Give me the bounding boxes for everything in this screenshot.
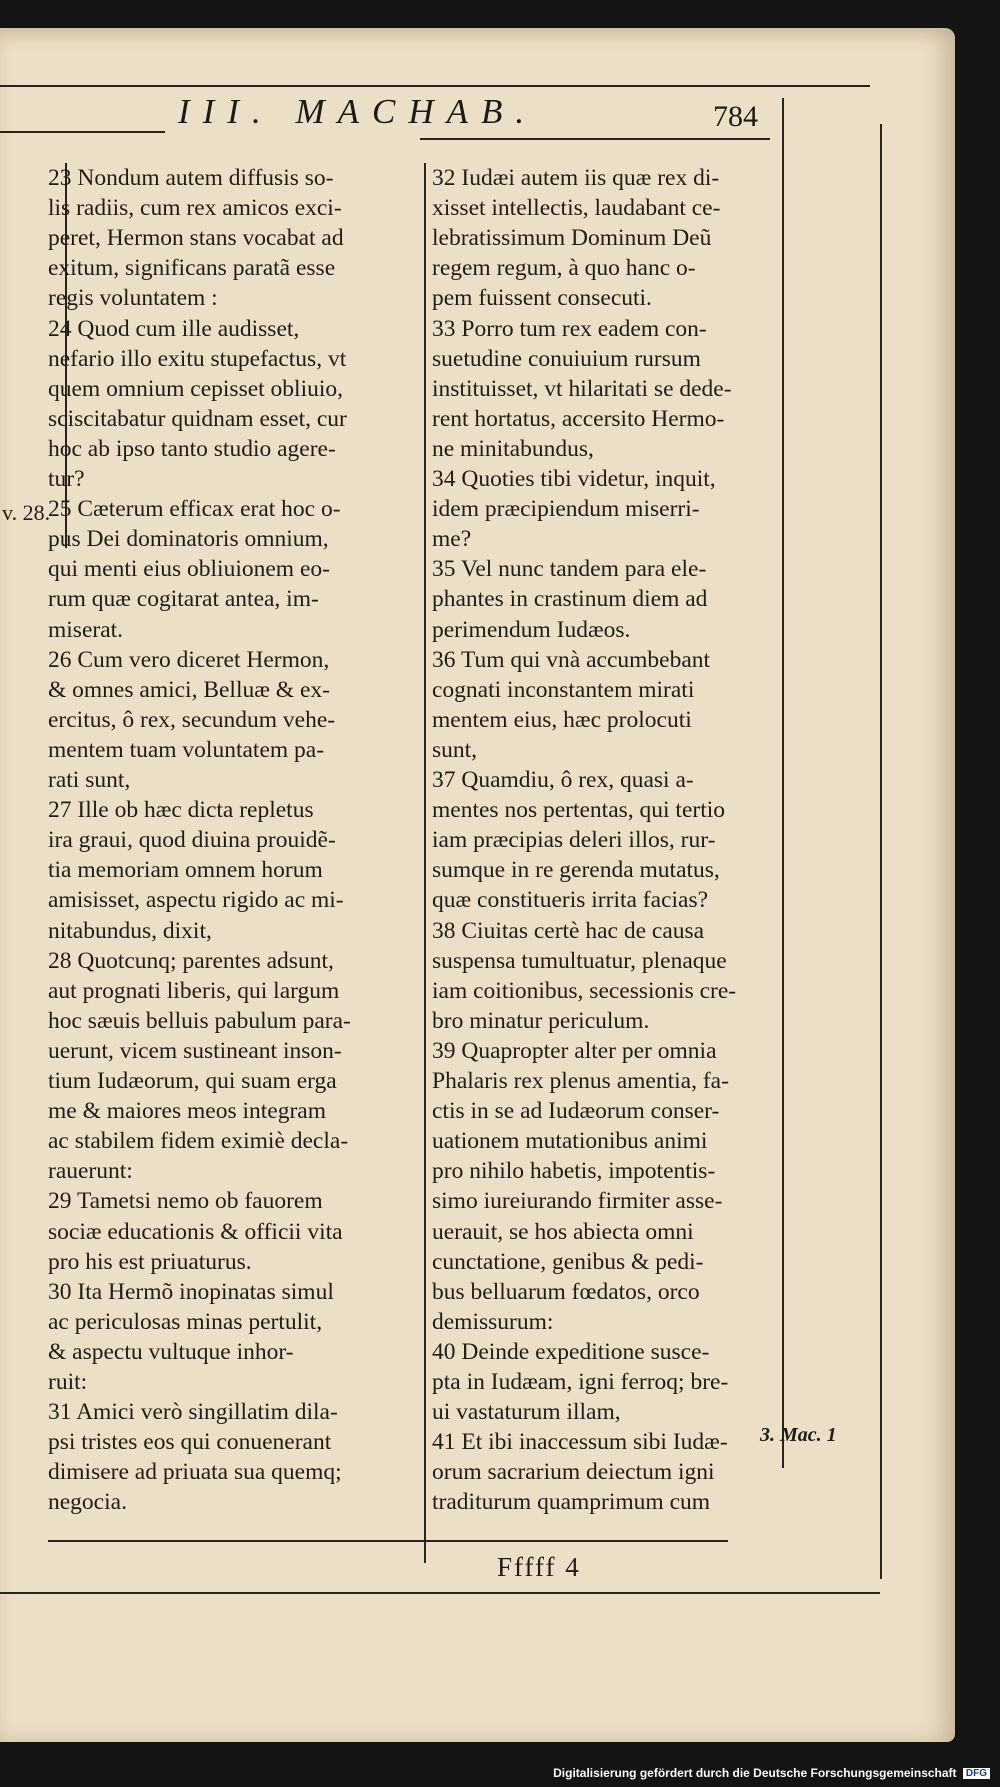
left-column-line: rati sunt, <box>48 767 131 793</box>
left-column-line: miserat. <box>48 616 124 643</box>
left-column-line: ira graui, quod diuina prouidẽ- <box>48 827 336 854</box>
left-column-line: 30 Ita Hermõ inopinatas simul <box>48 1278 334 1305</box>
left-column-line: negocia. <box>48 1489 127 1516</box>
left-column-line: exitum, significans paratã esse <box>48 255 336 282</box>
right-column-line: 35 Vel nunc tandem para ele- <box>432 556 707 583</box>
left-column-line: ruit: <box>48 1369 88 1395</box>
left-column-line: rum quæ cogitarat antea, im- <box>48 586 319 613</box>
left-column-line: 23 Nondum autem diffusis so- <box>48 165 334 191</box>
digitization-credit <box>553 1766 990 1780</box>
right-column-line: Phalaris rex plenus amentia, fa- <box>432 1068 729 1094</box>
left-column-line: ac stabilem fidem eximiè decla- <box>48 1128 349 1155</box>
header-underline-rule <box>420 138 770 140</box>
left-column-line: hoc sæuis belluis pabulum para- <box>48 1007 351 1034</box>
left-column-line: tia memoriam omnem horum <box>48 857 323 884</box>
left-column-line: uerunt, vicem sustineant inson- <box>48 1037 342 1064</box>
left-column-line: peret, Hermon stans vocabat ad <box>48 225 344 252</box>
right-column-line: ui vastaturum illam, <box>432 1399 621 1426</box>
right-column-line: iam præcipias deleri illos, rur- <box>432 827 716 854</box>
left-column-line: lis radiis, cum rex amicos exci- <box>48 195 342 222</box>
right-column-line: mentem eius, hæc prolocuti <box>432 706 692 733</box>
right-frame-line <box>782 98 784 1468</box>
right-column-line: ne minitabundus, <box>432 435 594 462</box>
right-column-line: perimendum Iudæos. <box>432 616 631 643</box>
right-column-line: 41 Et ibi inaccessum sibi Iudæ- <box>432 1429 728 1456</box>
left-column-line: tur? <box>48 466 85 492</box>
left-column-line: 25 Cæterum efficax erat hoc o- <box>48 496 341 523</box>
left-column-line: rauerunt: <box>48 1158 133 1185</box>
right-column-line: mentes nos pertentas, qui tertio <box>432 797 726 824</box>
bottom-rule <box>0 1592 880 1594</box>
left-column-line: tium Iudæorum, qui suam erga <box>48 1068 337 1094</box>
right-column-line: quæ constitueris irrita facias? <box>432 887 709 914</box>
left-column-line: ercitus, ô rex, secundum vehe- <box>48 706 336 733</box>
right-column-line: traditurum quamprimum cum <box>432 1489 711 1516</box>
page-number: 784 <box>713 100 758 133</box>
right-column-line: 37 Quamdiu, ô rex, quasi a- <box>432 767 694 793</box>
right-column-line: ctis in se ad Iudæorum conser- <box>432 1098 720 1125</box>
right-column-line: pem fuissent consecuti. <box>432 285 652 312</box>
left-column-line: 24 Quod cum ille audisset, <box>48 315 300 342</box>
right-column-line: 40 Deinde expeditione susce- <box>432 1338 710 1365</box>
left-column-line: mentem tuam voluntatem pa- <box>48 736 325 763</box>
credit-text: Digitalisierung gefördert durch die Deutsche Forschungsgemeinschaft <box>553 1766 957 1780</box>
right-column-line: suspensa tumultuatur, plenaque <box>432 947 727 974</box>
left-column-line: nefario illo exitu stupefactus, vt <box>48 345 347 372</box>
right-column-line: 34 Quoties tibi videtur, inquit, <box>432 466 716 492</box>
right-column-line: cunctatione, genibus & pedi- <box>432 1248 704 1275</box>
column-divider <box>424 163 426 1563</box>
right-column-line: bus belluarum fœdatos, orco <box>432 1278 700 1305</box>
left-column-line: hoc ab ipso tanto studio agere- <box>48 435 336 462</box>
left-column-line: & aspectu vultuque inhor- <box>48 1338 294 1365</box>
left-column-line: 31 Amici verò singillatim dila- <box>48 1399 338 1426</box>
left-column-line: sociæ educationis & officii vita <box>48 1218 343 1245</box>
header-left-rule <box>0 131 165 133</box>
right-column-line: idem præcipiendum miserri- <box>432 496 700 523</box>
right-column-line: simo iureiurando firmiter asse- <box>432 1188 723 1215</box>
left-column-line: qui menti eius obliuionem eo- <box>48 556 330 583</box>
left-column-line: 26 Cum vero diceret Hermon, <box>48 646 330 673</box>
margin-verse-note: v. 28. <box>2 500 51 525</box>
right-column-line: uationem mutationibus animi <box>432 1128 708 1155</box>
right-column-line: me? <box>432 526 472 553</box>
right-column-line: 33 Porro tum rex eadem con- <box>432 315 707 342</box>
dfg-logo: DFG <box>963 1768 990 1779</box>
right-column-line: 32 Iudæi autem iis quæ rex di- <box>432 165 720 191</box>
left-column-line: amisisset, aspectu rigido ac mi- <box>48 887 344 914</box>
left-column-line: 29 Tametsi nemo ob fauorem <box>48 1188 323 1215</box>
margin-crossref-note: 3. Mac. 1 <box>760 1424 837 1446</box>
right-column-line: xisset intellectis, laudabant ce- <box>432 195 721 222</box>
left-column-line: dimisere ad priuata sua quemq; <box>48 1459 342 1486</box>
bottom-text-rule <box>48 1540 728 1542</box>
right-column-line: regem regum, à quo hanc o- <box>432 255 696 282</box>
right-column-line: rent hortatus, accersito Hermo- <box>432 405 725 432</box>
right-column-line: bro minatur periculum. <box>432 1007 650 1034</box>
right-column-line: pro nihilo habetis, impotentis- <box>432 1158 716 1185</box>
left-column-line: pro his est priuaturus. <box>48 1248 252 1275</box>
left-column-line: 27 Ille ob hæc dicta repletus <box>48 797 314 824</box>
left-column-line: aut prognati liberis, qui largum <box>48 977 340 1004</box>
right-column-line: uerauit, se hos abiecta omni <box>432 1218 694 1245</box>
left-column-line: nitabundus, dixit, <box>48 917 212 944</box>
right-column-line: sunt, <box>432 736 478 763</box>
outer-right-frame-line <box>880 124 882 1579</box>
right-column-line: cognati inconstantem mirati <box>432 676 695 703</box>
printer-signature-mark: Fffff 4 <box>497 1552 581 1582</box>
left-column-line: psi tristes eos qui conuenerant <box>48 1429 332 1456</box>
left-column-line: regis voluntatem : <box>48 285 218 312</box>
running-head-title: III. MACHAB. <box>178 92 538 131</box>
right-column-line: phantes in crastinum diem ad <box>432 586 708 613</box>
left-column-line: 28 Quotcunq; parentes adsunt, <box>48 947 334 974</box>
right-column-line: 39 Quapropter alter per omnia <box>432 1037 717 1064</box>
left-column-line: quem omnium cepisset obliuio, <box>48 375 344 402</box>
right-column-line: orum sacrarium deiectum igni <box>432 1459 715 1486</box>
left-column-line: & omnes amici, Belluæ & ex- <box>48 676 330 703</box>
right-column-line: 36 Tum qui vnà accumbebant <box>432 646 711 673</box>
right-column-line: demissurum: <box>432 1308 554 1335</box>
left-column-line: pus Dei dominatoris omnium, <box>48 526 329 553</box>
top-rule <box>0 85 870 87</box>
right-column-line: pta in Iudæam, igni ferroq; bre- <box>432 1369 729 1395</box>
right-column-line: lebratissimum Dominum Deũ <box>432 225 712 252</box>
left-column-line: ac periculosas minas pertulit, <box>48 1308 323 1335</box>
right-column-line: instituisset, vt hilaritati se dede- <box>432 375 732 402</box>
right-column-line: suetudine conuiuium rursum <box>432 345 701 372</box>
right-column-line: iam coitionibus, secessionis cre- <box>432 977 737 1004</box>
left-column-line: sciscitabatur quidnam esset, cur <box>48 405 347 432</box>
right-column-line: sumque in re gerenda mutatus, <box>432 857 720 884</box>
left-column-line: me & maiores meos integram <box>48 1098 327 1125</box>
right-column-line: 38 Ciuitas certè hac de causa <box>432 917 705 944</box>
